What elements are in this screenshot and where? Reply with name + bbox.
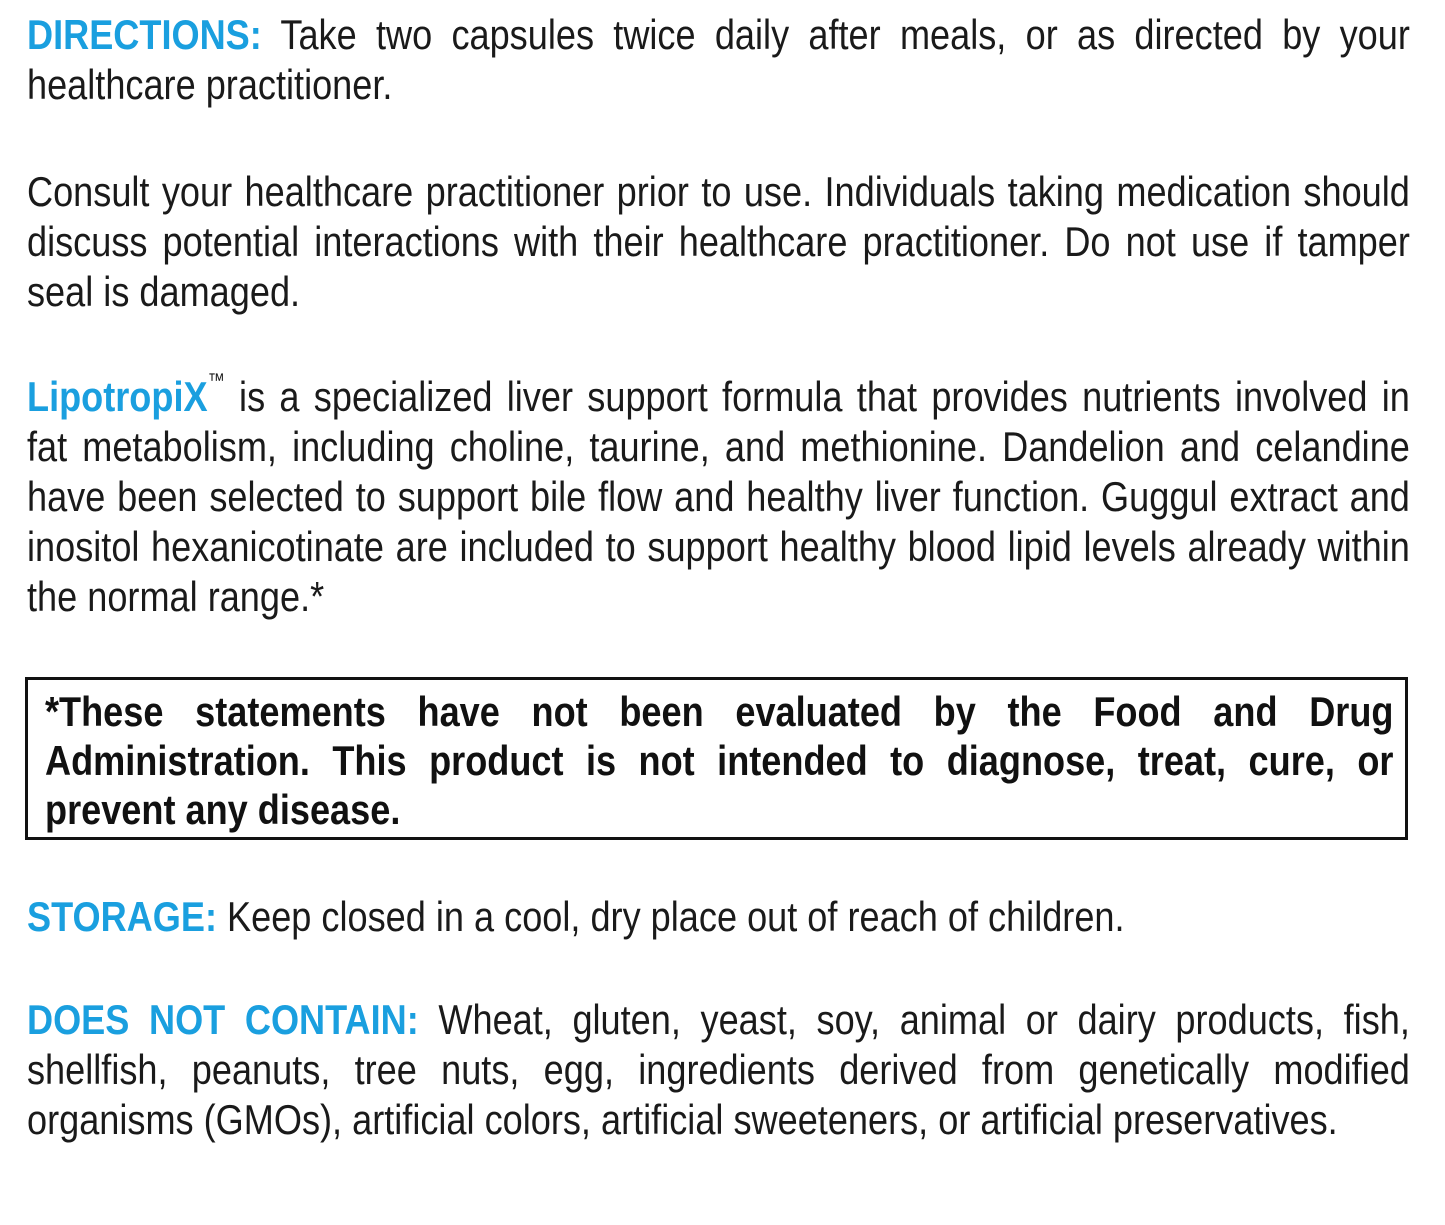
does-not-contain-paragraph xyxy=(27,995,1410,1145)
does-not-contain-text: Wheat, gluten, yeast, soy, animal or dairy products, fish, shellfish, peanuts, tree nuts, egg, ingredients derived from genetically modified organisms (GMOs), artificial colors, artificial sweeteners, or artificial preservatives. xyxy=(27,996,1410,1143)
does-not-contain-label: DOES NOT CONTAIN: xyxy=(27,996,419,1043)
brand-name: LipotropiX xyxy=(27,373,208,420)
directions-paragraph xyxy=(27,10,1410,110)
caution-paragraph: Consult your healthcare practitioner prior to use. Individuals taking medication should discuss potential interactions with their healthcare practitioner. Do not use if tamper seal is damaged. xyxy=(27,168,1410,315)
storage-paragraph xyxy=(27,892,1410,942)
storage-text: Keep closed in a cool, dry place out of reach of children. xyxy=(216,893,1125,940)
description-paragraph xyxy=(27,372,1410,622)
trademark-symbol: ™ xyxy=(207,370,225,392)
directions-text: Take two capsules twice daily after meals, or as directed by your healthcare practitioner. xyxy=(27,11,1410,108)
fda-disclaimer-box xyxy=(25,677,1408,840)
fda-disclaimer-text: *These statements have not been evaluated by the Food and Drug Administration. This product is not intended to diagnose, treat, cure, or prevent any disease. xyxy=(45,688,1394,833)
directions-label: DIRECTIONS: xyxy=(27,11,262,58)
storage-label: STORAGE: xyxy=(27,893,217,940)
description-text: is a specialized liver support formula that provides nutrients involved in fat metabolism, including choline, taurine, and methionine. Dandelion and celandine have been selected to support bile flow and healthy liver function. Guggul extract and inositol hexanicotinate are included to support healthy blood lipid levels already within the normal range.* xyxy=(27,373,1410,620)
